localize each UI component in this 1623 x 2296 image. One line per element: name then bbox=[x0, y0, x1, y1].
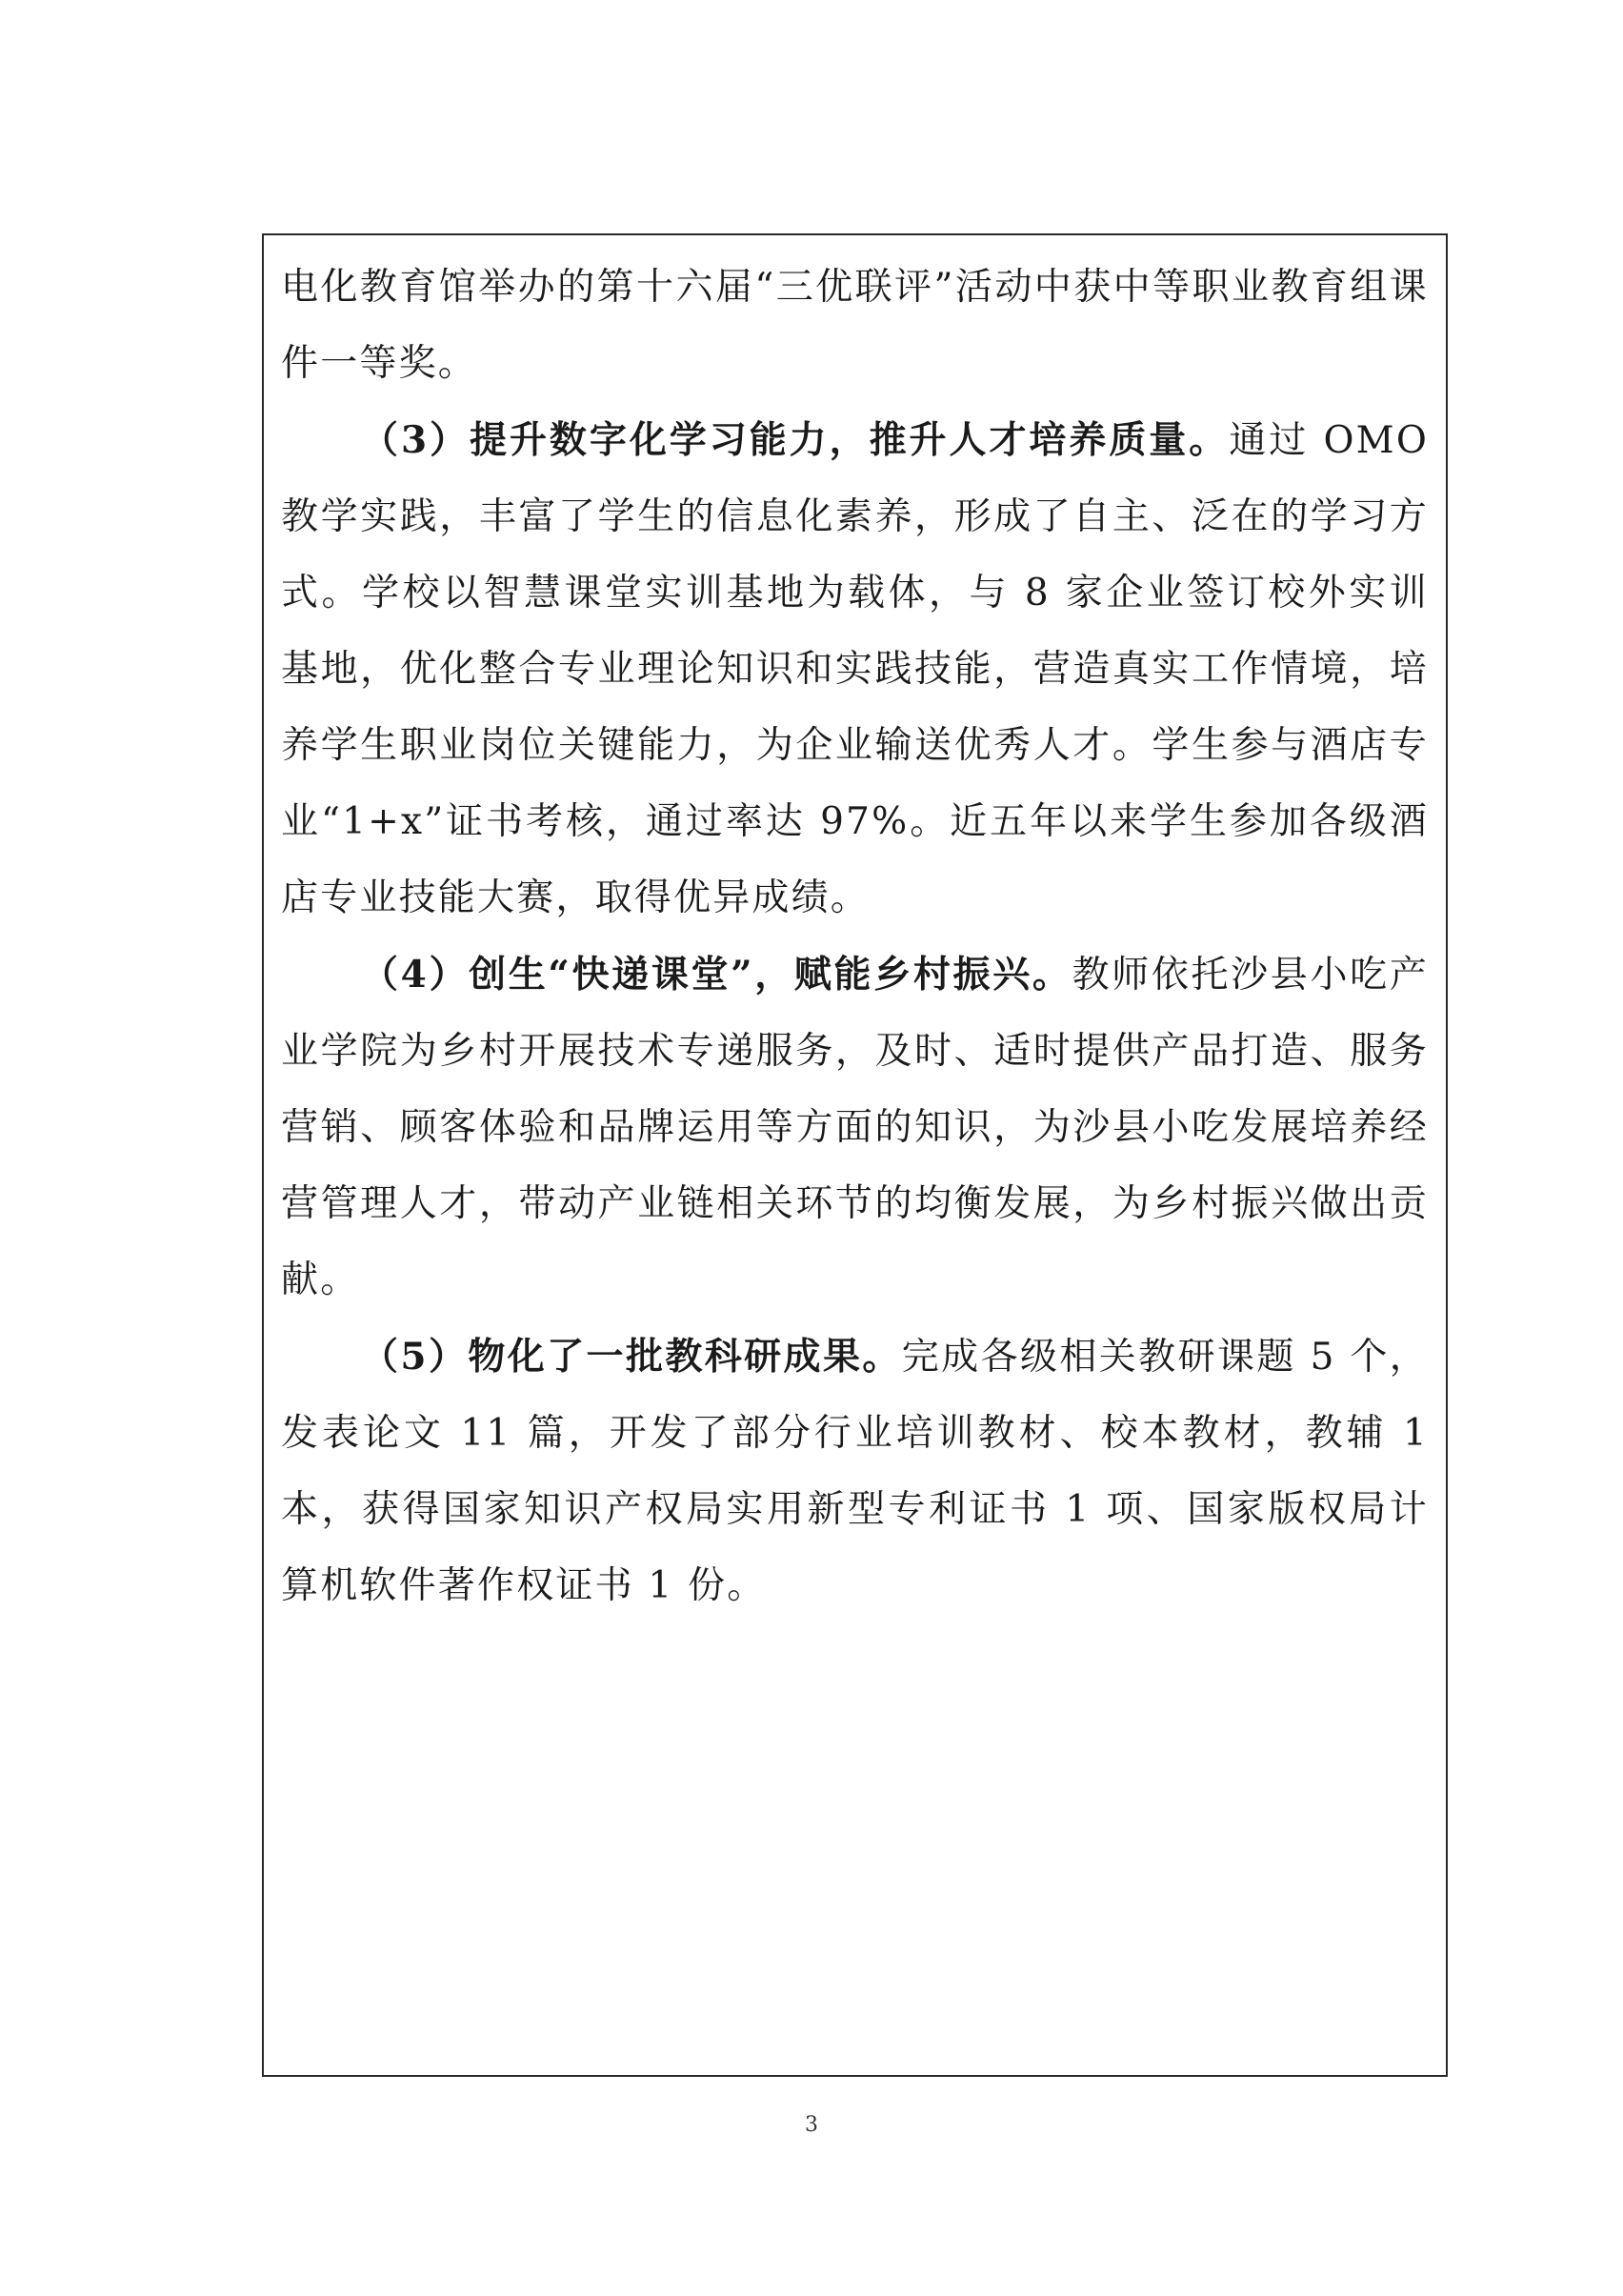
paragraph-express-classroom bbox=[281, 937, 1429, 1319]
paragraph-body: 教师依托沙县小吃产业学院为乡村开展技术专递服务，及时、适时提供产品打造、服务营销、顾客体验和品牌运用等方面的知识，为沙县小吃发展培养经营管理人才，带动产业链相关环节的均衡发展，为乡村振兴做出贡献。 bbox=[281, 954, 1429, 1301]
paragraph-body: 电化教育馆举办的第十六届“三优联评”活动中获中等职业教育组课件一等奖。 bbox=[281, 266, 1429, 385]
document-body bbox=[281, 250, 1429, 1624]
paragraph-heading: （3）提升数字化学习能力，推升人才培养质量。 bbox=[361, 418, 1230, 462]
paragraph-body: 完成各级相关教研课题 5 个，发表论文 11 篇，开发了部分行业培训教材、校本教材，教辅 1 本，获得国家知识产权局实用新型专利证书 1 项、国家版权局计算机软件著作权证书 1 份。 bbox=[281, 1336, 1429, 1607]
paragraph-heading: （5）物化了一批教科研成果。 bbox=[361, 1335, 902, 1379]
paragraph-research-results bbox=[281, 1319, 1429, 1624]
paragraph-award-continuation bbox=[281, 250, 1429, 402]
paragraph-body: 通过 OMO 教学实践，丰富了学生的信息化素养，形成了自主、泛在的学习方式。学校以智慧课堂实训基地为载体，与 8 家企业签订校外实训基地，优化整合专业理论知识和实践技能，营造真实工作情境，培养学生职业岗位关键能力，为企业输送优秀人才。学生参与酒店专业“1+x”证书考核，通过率达 97%。近五年以来学生参加各级酒店专业技能大赛，取得优异成绩。 bbox=[281, 419, 1429, 919]
paragraph-heading: （4）创生“快递课堂”，赋能乡村振兴。 bbox=[361, 953, 1072, 997]
page-number: 3 bbox=[805, 2113, 818, 2137]
paragraph-digital-learning bbox=[281, 402, 1429, 937]
